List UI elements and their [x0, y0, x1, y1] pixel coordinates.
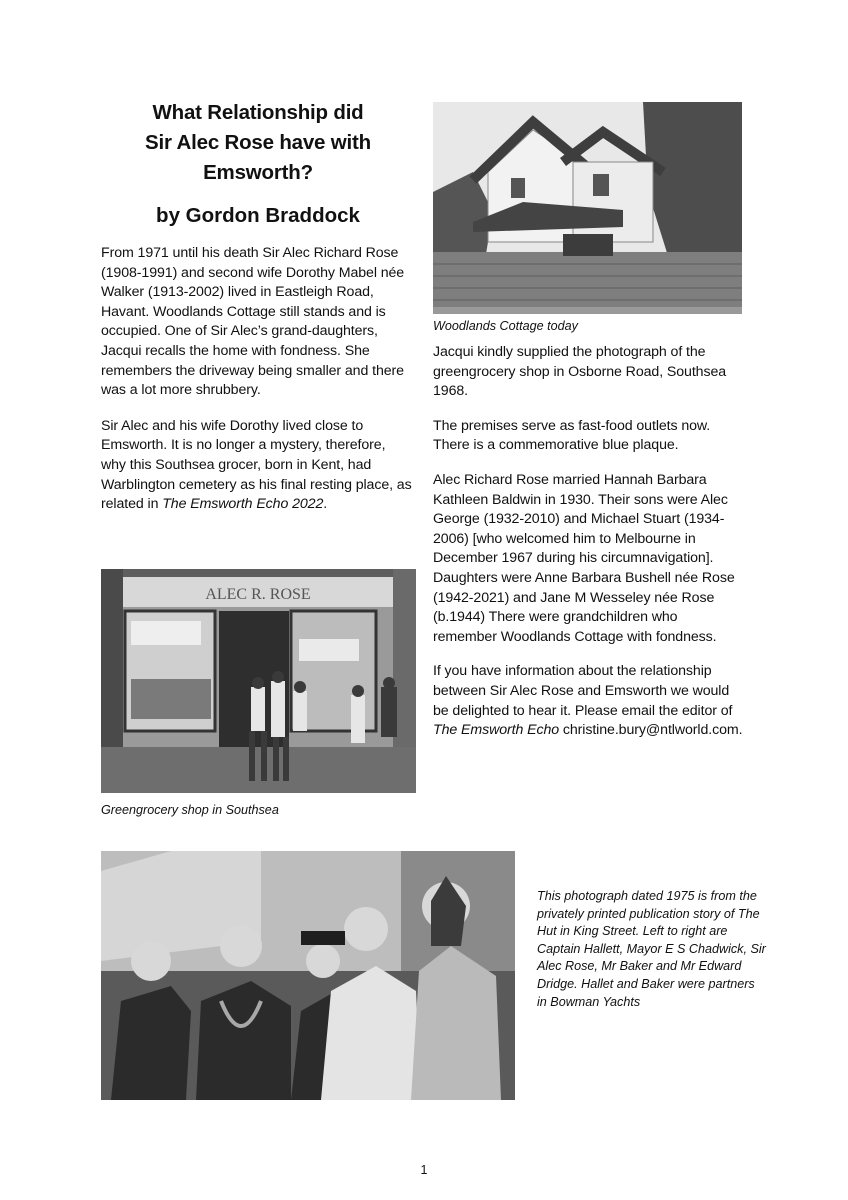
paragraph-emsworth: [101, 417, 413, 515]
paragraph-premises: The premises serve as fast-food outlets now. There is a commemorative blue plaque.: [433, 417, 711, 454]
editor-email: christine.bury@ntlworld.com.: [559, 722, 743, 739]
title-line-2: Sir Alec Rose have with: [145, 131, 371, 154]
paragraph-emsworth-text: Sir Alec and his wife Dorothy lived close to Emsworth. It is no longer a mystery, therefore, why this Southsea grocer, born in Kent, had Warblington cemetery as his final resting place, as related in: [101, 417, 412, 513]
paragraph-intro: From 1971 until his death Sir Alec Richard Rose (1908-1991) and second wife Dorothy Mabel née Walker (1913-2002) lived in Eastleigh Road, Havant. Woodlands Cottage still stands and is occupied. One of Sir Alec’s grand-daughters, Jacqui recalls the home with fondness. She remembers the driveway being smaller and there was a lot more shrubbery.: [101, 245, 405, 399]
woodlands-cottage-photo: [433, 102, 742, 314]
cottage-photo-caption: Woodlands Cottage today: [433, 319, 578, 333]
paragraph-emsworth-end: .: [323, 496, 328, 513]
publication-name: The Emsworth Echo 2022: [162, 496, 324, 513]
paragraph-family: Alec Richard Rose married Hannah Barbara Kathleen Baldwin in 1930. Their sons were Alec George (1932-2010) and Michael Stuart (1934-2006) [who welcomed him to Melbourne in December 1967 during his circumnavigation]. Daughters were Anne Barbara Bushell née Rose (1942-2021) and Jane M Wesseley née Rose (b.1944) There were grandchildren who remember Woodlands Cottage with fondness.: [433, 471, 735, 645]
group-photo-1975: [101, 851, 515, 1100]
title-line-1: What Relationship did: [152, 101, 364, 124]
shop-sign-text: ALEC R. ROSE: [205, 586, 311, 603]
shop-photo-caption: Greengrocery shop in Southsea: [101, 803, 279, 817]
group-photo-caption: This photograph dated 1975 is from the privately printed publication story of The Hut in King Street. Left to right are Captain Hallett, Mayor E S Chadwick, Sir Alec Rose, Mr Baker and Mr Edward Dridge. Hallet and Baker were partners in Bowman Yachts: [537, 889, 766, 1009]
right-column-text: [433, 343, 745, 741]
paragraph-contact-text: If you have information about the relationship between Sir Alec Rose and Emsworth we would be delighted to hear it. Please email the editor of: [433, 663, 733, 719]
byline: by Gordon Braddock: [156, 204, 360, 227]
greengrocery-shop-photo: [101, 569, 416, 793]
paragraph-contact: [433, 662, 745, 740]
paragraph-photo-source: Jacqui kindly supplied the photograph of the greengrocery shop in Osborne Road, Southsea 1968.: [433, 344, 727, 400]
title-line-3: Emsworth?: [203, 161, 313, 184]
left-column-text: [101, 244, 413, 515]
article-title: [100, 98, 416, 188]
publication-name-contact: The Emsworth Echo: [433, 722, 560, 739]
page-number: 1: [420, 1163, 428, 1177]
